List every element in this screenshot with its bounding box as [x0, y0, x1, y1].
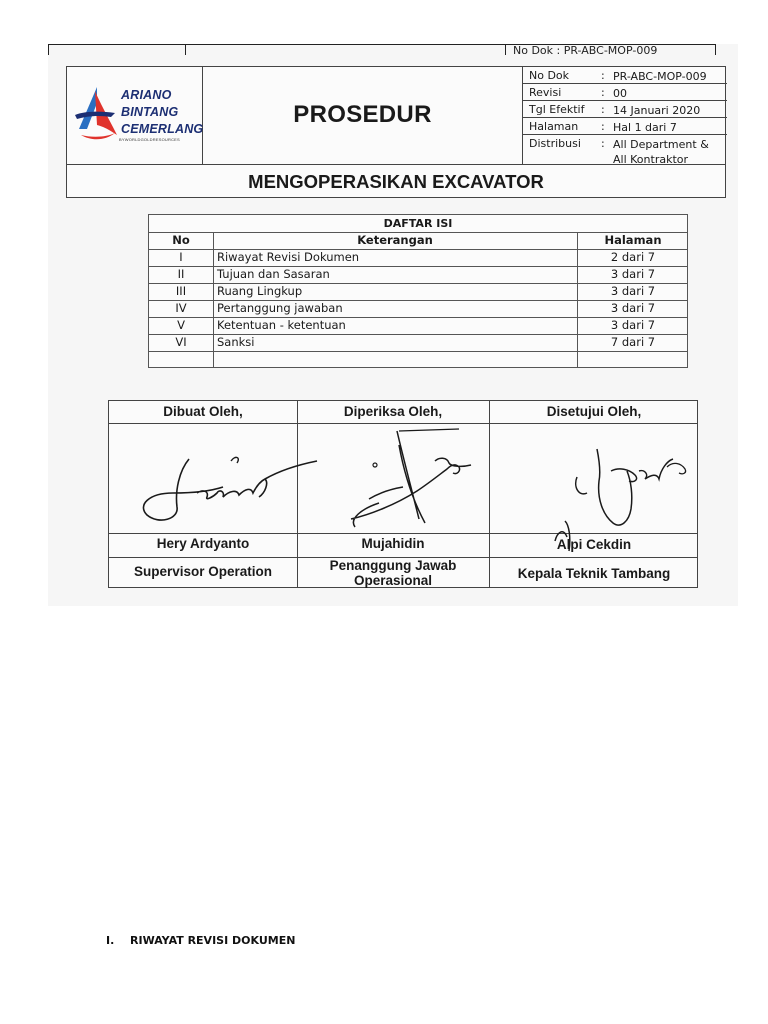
table-row — [149, 334, 687, 351]
toc-halaman: 3 dari 7 — [610, 267, 656, 281]
signer-role-prepared: Supervisor Operation — [133, 564, 273, 579]
toc-no: IV — [175, 301, 187, 315]
toc-halaman: 3 dari 7 — [610, 318, 656, 332]
header-divider — [185, 45, 186, 55]
toc-keterangan: Ketentuan - ketentuan — [217, 318, 346, 332]
toc-no: II — [177, 267, 185, 281]
signature-prepared — [119, 431, 319, 531]
signature-checked — [339, 427, 489, 533]
signer-name-prepared: Hery Ardyanto — [156, 536, 250, 551]
signer-role-checked — [297, 558, 489, 588]
toc-header-halaman: Halaman — [604, 233, 662, 247]
toc-header-no: No — [172, 233, 190, 247]
approval-heading-checked: Diperiksa Oleh, — [343, 404, 443, 419]
approval-column-divider — [489, 401, 490, 587]
company-name-line: BINTANG — [121, 105, 179, 119]
toc-column-divider — [577, 232, 578, 367]
title-cell — [203, 67, 523, 164]
table-row-empty — [149, 351, 687, 369]
info-row: Tgl Efektif : 14 Januari 2020 — [523, 101, 727, 118]
signer-role-approved: Kepala Teknik Tambang — [517, 566, 671, 581]
toc-halaman: 3 dari 7 — [610, 284, 656, 298]
info-key: Halaman — [529, 120, 579, 133]
info-value: 14 Januari 2020 — [613, 104, 701, 117]
table-row — [149, 266, 687, 283]
approval-heading-prepared: Dibuat Oleh, — [163, 404, 243, 419]
info-row: Revisi : 00 — [523, 84, 727, 101]
toc-title: DAFTAR ISI — [383, 217, 453, 230]
info-value: PR-ABC-MOP-009 — [613, 70, 707, 83]
document-info — [523, 67, 727, 164]
info-value — [613, 137, 709, 167]
toc-keterangan: Ruang Lingkup — [217, 284, 303, 298]
company-name-line: CEMERLANG — [121, 122, 204, 136]
toc-keterangan: Pertanggung jawaban — [217, 301, 343, 315]
signer-name-checked: Mujahidin — [361, 536, 425, 551]
table-row — [149, 249, 687, 266]
company-name — [121, 87, 203, 138]
toc-keterangan: Riwayat Revisi Dokumen — [217, 250, 360, 264]
document-subtitle: MENGOPERASIKAN EXCAVATOR — [67, 164, 725, 198]
info-value: 00 — [613, 87, 627, 100]
toc-keterangan: Tujuan dan Sasaran — [217, 267, 330, 281]
section-heading — [106, 934, 295, 947]
table-row — [149, 283, 687, 300]
toc-header-row — [149, 232, 687, 249]
info-row: No Dok : PR-ABC-MOP-009 — [523, 67, 727, 84]
toc-halaman: 2 dari 7 — [610, 250, 656, 264]
signer-name-approved: Alpi Cekdin — [556, 537, 632, 552]
approval-heading-approved: Disetujui Oleh, — [546, 404, 642, 419]
toc-halaman: 7 dari 7 — [610, 335, 656, 349]
section-number: I. — [106, 934, 115, 947]
company-name-line: ARIANO — [121, 88, 172, 102]
info-value: Hal 1 dari 7 — [613, 121, 677, 134]
section-title: RIWAYAT REVISI DOKUMEN — [130, 934, 296, 947]
toc-no: VI — [175, 335, 187, 349]
cut-off-header-row — [48, 44, 716, 55]
toc-no: I — [179, 250, 183, 264]
header-divider — [505, 45, 506, 55]
table-of-contents — [148, 214, 688, 368]
info-row: Distribusi : All Department & All Kontraktor — [529, 137, 709, 166]
info-key: Revisi — [529, 86, 562, 99]
toc-header-keterangan: Keterangan — [357, 233, 433, 247]
toc-no: V — [177, 318, 185, 332]
info-key: Distribusi — [529, 137, 581, 150]
approval-row-divider — [109, 423, 697, 424]
info-value-line: All Department & — [613, 138, 709, 151]
table-row — [149, 317, 687, 334]
company-logo — [67, 67, 203, 164]
company-tagline: BYWORLDGOLDRESOURCES — [119, 137, 180, 142]
toc-halaman: 3 dari 7 — [610, 301, 656, 315]
approval-table — [108, 400, 698, 588]
company-logo-icon — [71, 85, 123, 143]
cut-header-text: No Dok : PR-ABC-MOP-009 — [513, 44, 658, 55]
toc-column-divider — [213, 232, 214, 367]
signer-role-line: Operasional — [353, 573, 433, 588]
info-key: No Dok — [529, 69, 570, 82]
info-key: Tgl Efektif — [529, 103, 585, 116]
info-value-line: All Kontraktor — [613, 153, 689, 166]
table-row — [149, 300, 687, 317]
toc-keterangan: Sanksi — [217, 335, 255, 349]
info-row: Halaman : Hal 1 dari 7 — [523, 118, 727, 135]
toc-no: III — [175, 284, 187, 298]
signer-role-line: Penanggung Jawab — [329, 558, 457, 573]
document-title: PROSEDUR — [293, 101, 432, 128]
document-header — [66, 66, 726, 198]
